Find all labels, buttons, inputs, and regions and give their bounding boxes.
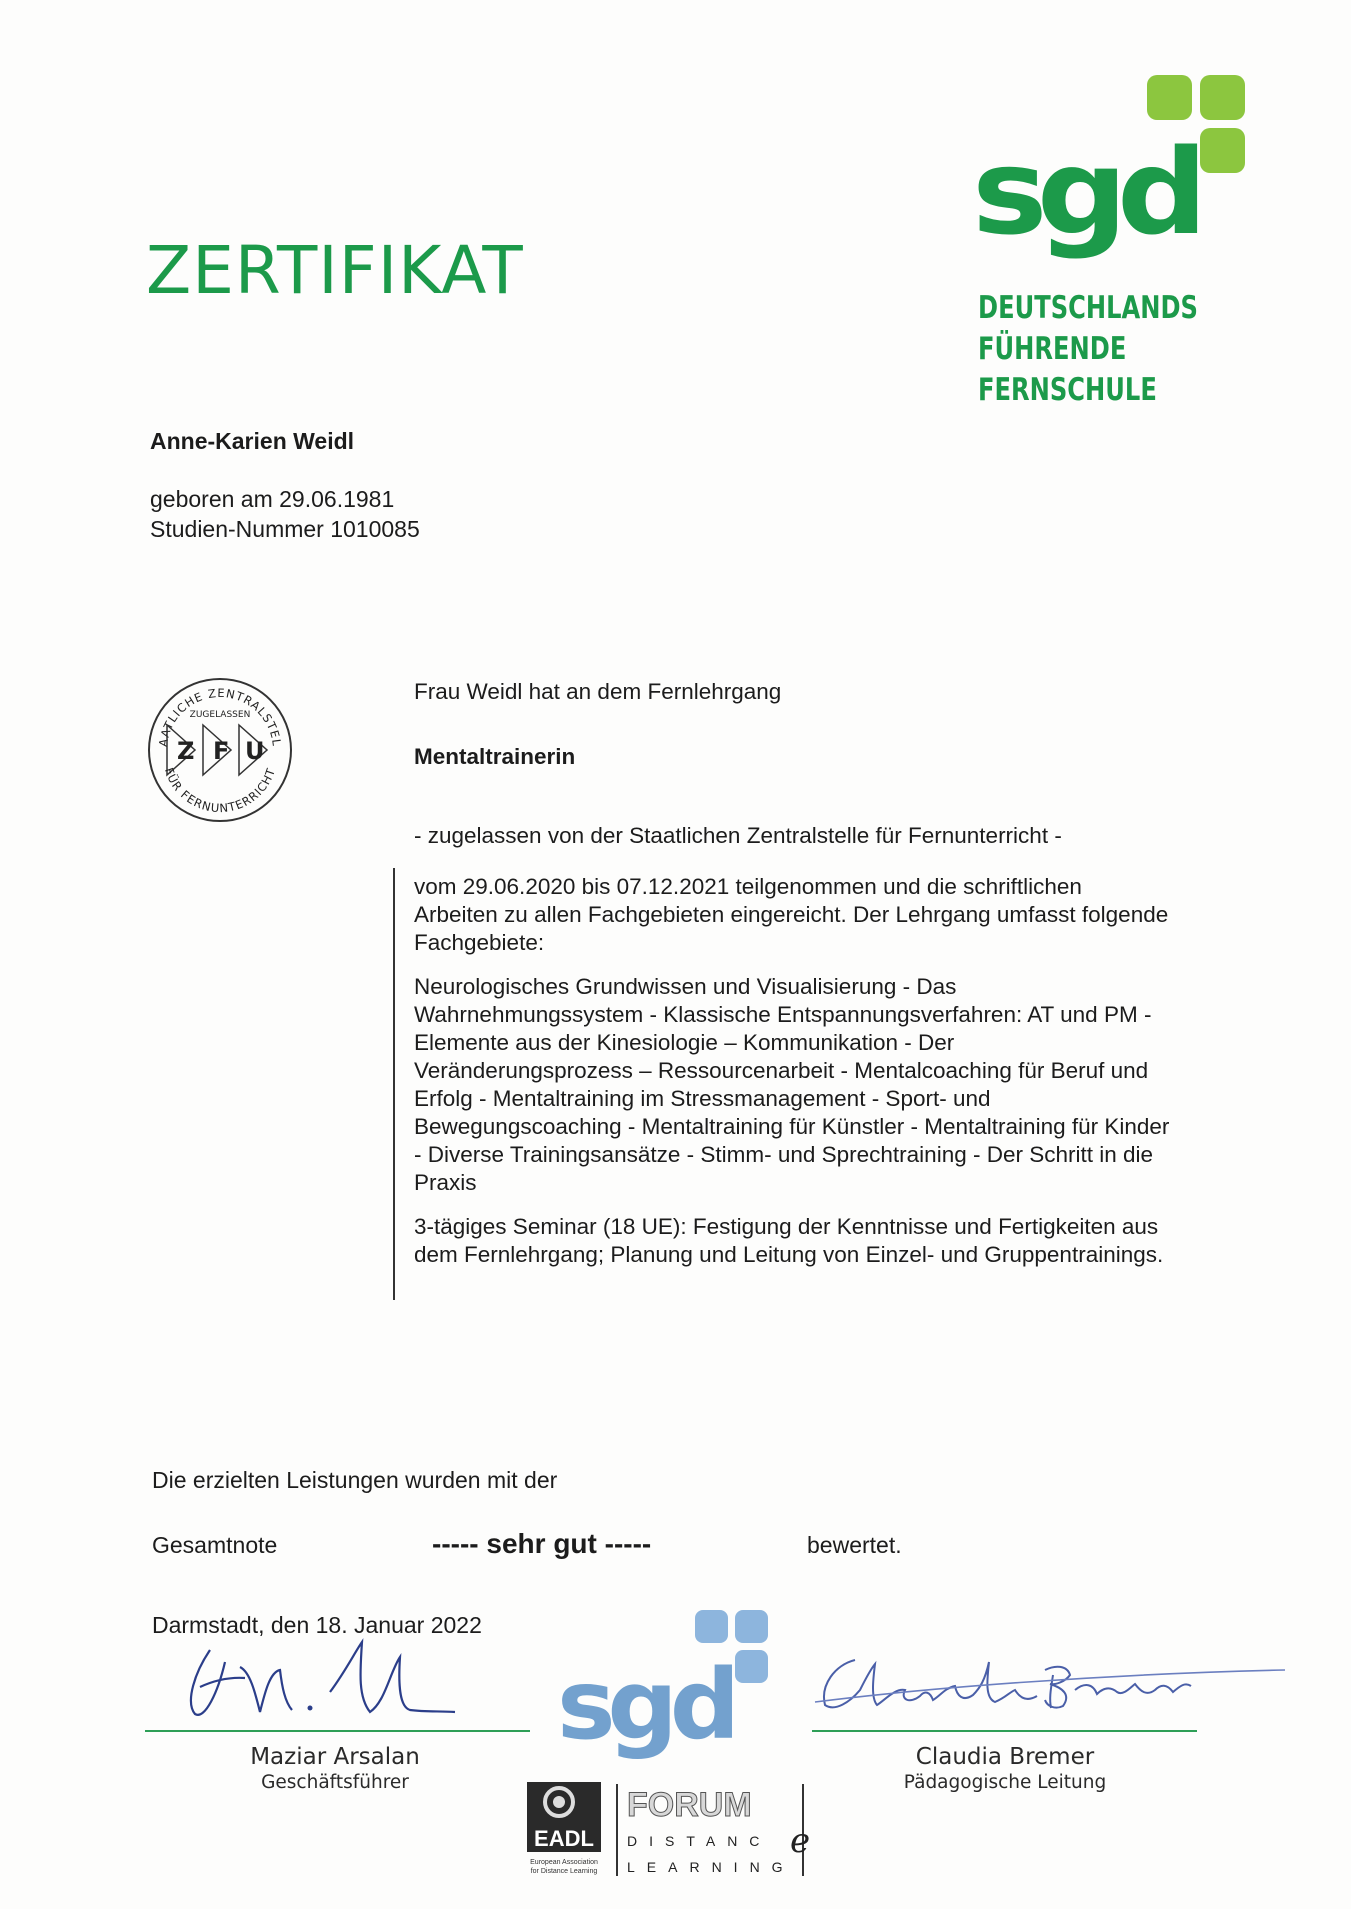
text-line: Wahrnehmungssystem - Klassische Entspannungsverfahren: AT und PM - — [414, 1002, 1152, 1027]
text-line: Fachgebiete: — [414, 930, 545, 955]
signature-bremer — [805, 1640, 1295, 1725]
signer-2-role: Pädagogische Leitung — [903, 1772, 1107, 1793]
text-line: Arbeiten zu allen Fachgebieten eingereicht. Der Lehrgang umfasst folgende — [414, 902, 1169, 927]
eadl-subtitle-1: European Association — [530, 1859, 598, 1866]
seal-letter-z: Z — [177, 737, 195, 765]
sgd-logo — [972, 75, 1262, 290]
forum-distance-learning-logo — [615, 1780, 825, 1885]
eadl-subtitle-2: for Distance Learning — [530, 1868, 598, 1875]
seal-letter-f: F — [213, 737, 230, 765]
grade-value: ----- sehr gut ----- — [432, 1528, 652, 1559]
forum-distance-text: DISTANC — [627, 1833, 772, 1849]
course-intro: Frau Weidl hat an dem Fernlehrgang — [414, 679, 782, 704]
grade-label: Gesamtnote — [152, 1532, 278, 1558]
recipient-name: Anne-Karien Weidl — [150, 428, 355, 454]
subjects-paragraph — [414, 973, 1234, 1197]
text-line: 3-tägiges Seminar (18 UE): Festigung der Kenntnisse und Fertigkeiten aus — [414, 1214, 1159, 1239]
signer-1-name: Maziar Arsalan — [250, 1744, 420, 1770]
eadl-logo — [525, 1780, 605, 1885]
margin-line — [393, 868, 395, 1300]
signature-line-1 — [145, 1730, 530, 1732]
signer-2-name: Claudia Bremer — [915, 1744, 1095, 1770]
text-line: Praxis — [414, 1170, 477, 1195]
text-line: dem Fernlehrgang; Planung und Leitung von Einzel- und Gruppentrainings. — [414, 1242, 1164, 1267]
school-tagline — [978, 288, 1269, 411]
grade-suffix: bewertet. — [807, 1532, 902, 1558]
result-intro: Die erzielten Leistungen wurden mit der — [152, 1467, 558, 1493]
tagline-line-1: DEUTSCHLANDS — [978, 290, 1198, 326]
stamp-logo-text: sgd — [557, 1649, 733, 1760]
text-line: Bewegungscoaching - Mentaltraining für Künstler - Mentaltraining für Kinder — [414, 1114, 1170, 1139]
signature-arsalan — [170, 1632, 470, 1727]
forum-distance-e: e — [790, 1821, 811, 1861]
course-name: Mentaltrainerin — [414, 744, 576, 769]
signer-1-role: Geschäftsführer — [261, 1772, 409, 1793]
birth-date: geboren am 29.06.1981 — [150, 486, 395, 512]
text-line: - Diverse Trainingsansätze - Stimm- und Sprechtraining - Der Schritt in die — [414, 1142, 1154, 1167]
approval-note: - zugelassen von der Staatlichen Zentralstelle für Fernunterricht - — [414, 823, 1062, 848]
tagline-line-2: FÜHRENDE FERNSCHULE — [978, 331, 1157, 408]
seal-arc-top: AATLICHE ZENTRALSTEL — [155, 685, 284, 748]
text-line: Elemente aus der Kinesiologie – Kommunikation - Der — [414, 1030, 955, 1055]
text-line: vom 29.06.2020 bis 07.12.2021 teilgenommen und die schriftlichen — [414, 874, 1082, 899]
text-line: Veränderungsprozess – Ressourcenarbeit - Mentalcoaching für Beruf und — [414, 1058, 1149, 1083]
seal-inner-label: ZUGELASSEN — [189, 710, 251, 720]
seminar-paragraph — [414, 1213, 1234, 1269]
student-number: Studien-Nummer 1010085 — [150, 516, 420, 542]
text-line: Neurologisches Grundwissen und Visualisierung - Das — [414, 974, 957, 999]
certificate-title: ZERTIFIKAT — [146, 232, 524, 309]
zfu-seal — [145, 675, 295, 830]
seal-arc-bottom: FÜR FERNUNTERRICHT — [161, 765, 279, 816]
sgd-logo-text: sgd — [972, 123, 1198, 261]
place-date: Darmstadt, den 18. Januar 2022 — [152, 1612, 482, 1638]
signature-line-2 — [812, 1730, 1197, 1732]
seal-letter-u: U — [245, 737, 265, 765]
sgd-stamp-logo — [555, 1610, 785, 1765]
period-paragraph — [414, 873, 1234, 957]
text-line: Erfolg - Mentaltraining im Stressmanagement - Sport- und — [414, 1086, 991, 1111]
forum-title: FORUM — [627, 1786, 752, 1824]
eadl-label: EADL — [534, 1826, 594, 1851]
forum-learning-text: LEARNING — [627, 1859, 795, 1875]
